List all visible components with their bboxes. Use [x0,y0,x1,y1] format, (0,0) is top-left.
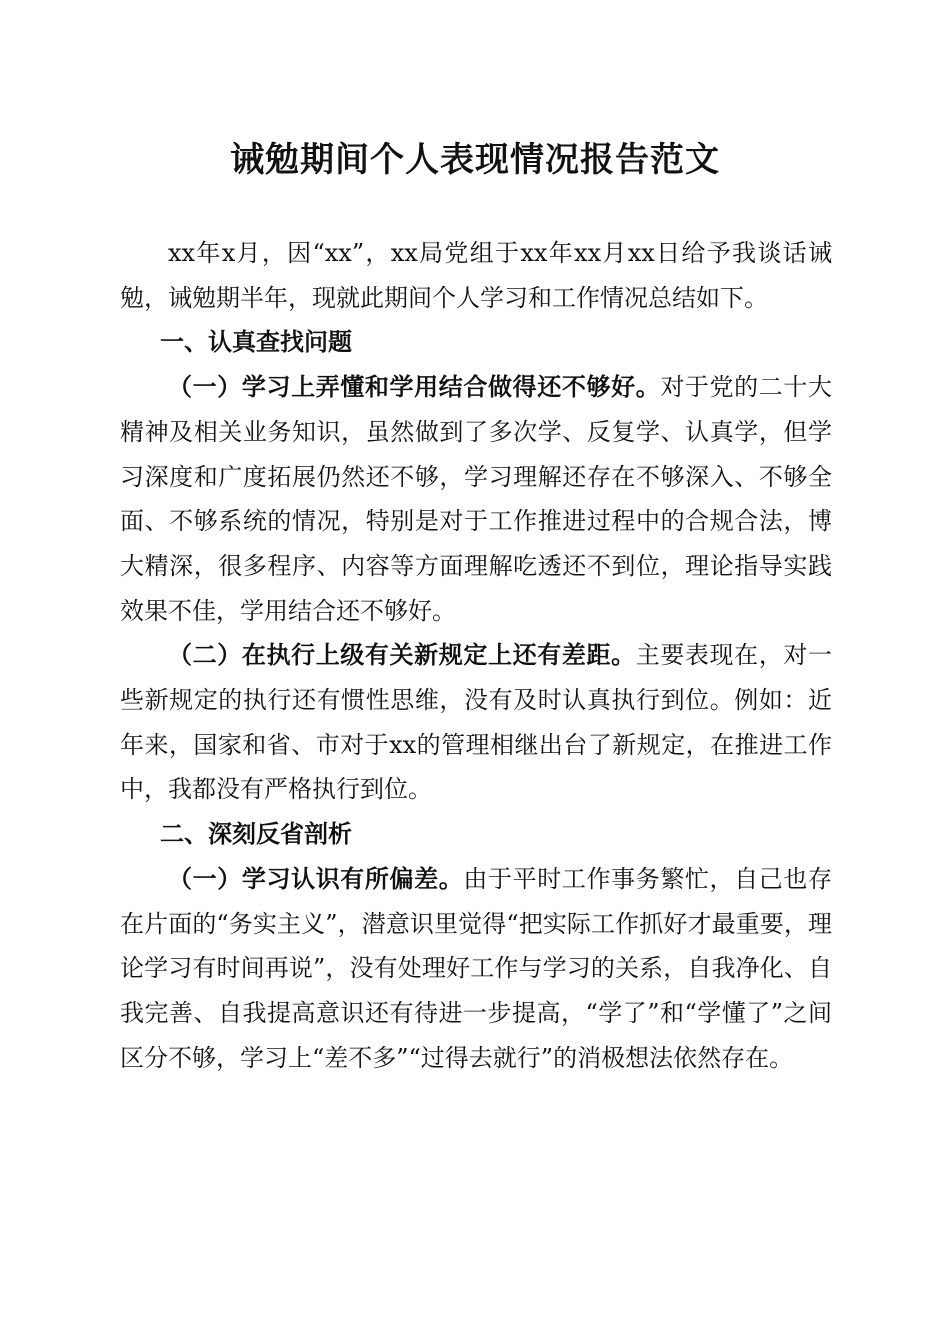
section-2-item-1-lead: （一）学习认识有所偏差。 [168,863,464,893]
section-2-heading: 二、深刻反省剖析 [160,820,352,849]
intro-paragraph: xx年x月，因“xx”，xx局党组于xx年xx月xx日给予我谈话诫勉，诫勉期半年，现就此期间个人学习和工作情况总结如下。 [120,239,832,312]
section-1-item-2-body: 主要表现在，对一些新规定的执行还有惯性思维，没有及时认真执行到位。例如：近年来，国家和省、市对于xx的管理相继出台了新规定，在推进工作中，我都没有严格执行到位。 [120,641,833,804]
section-1-item-2 [120,633,832,812]
section-1-heading: 一、认真查找问题 [160,328,352,357]
section-2-item-1 [120,857,832,1081]
section-2-item-1-body: 由于平时工作事务繁忙，自己也存在片面的“务实主义”，潜意识里觉得“把实际工作抓好才最重要，理论学习有时间再说”，没有处理好工作与学习的关系，自我净化、自我完善、自我提高意识还有待进一步提高，“学了”和“学懂了”之间区分不够，学习上“差不多”“过得去就行”的消极想法依然存在。 [120,864,833,1072]
section-1-item-2-lead: （二）在执行上级有关新规定上还有差距。 [168,640,636,670]
section-1-item-1 [120,365,832,633]
document-title: 诫勉期间个人表现情况报告范文 [230,140,720,180]
section-1-item-1-lead: （一）学习上弄懂和学用结合做得还不够好。 [168,372,661,402]
document-body [120,231,832,1080]
section-1-item-1-body: 对于党的二十大精神及相关业务知识，虽然做到了多次学、反复学、认真学，但学习深度和广度拓展仍然还不够，学习理解还存在不够深入、不够全面、不够系统的情况，特别是对于工作推进过程中的合规合法，博大精深，很多程序、内容等方面理解吃透还不到位，理论指导实践效果不佳，学用结合还不够好。 [120,373,833,625]
